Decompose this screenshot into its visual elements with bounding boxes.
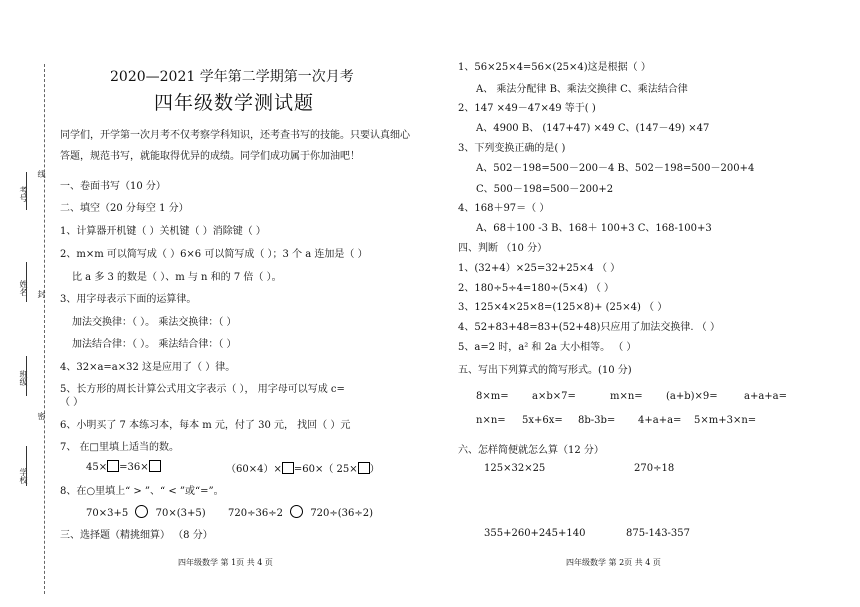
blank-line-school xyxy=(26,446,27,486)
judge-question-3: 3、125×4×25×8=(125×8)+ (25×4) （ ） xyxy=(458,302,668,313)
answer-box[interactable] xyxy=(282,462,294,474)
compare-circle[interactable] xyxy=(290,505,303,518)
page-footer-right: 四年级数学 第 2页 共 4 页 xyxy=(566,558,661,567)
judge-question-2: 2、180÷5÷4=180÷(5×4) （ ） xyxy=(458,283,615,294)
fill-question-2b: 比 a 多 3 的数是（ ）、m 与 n 和的 7 倍（ ）。 xyxy=(72,272,282,283)
intro-line-1: 同学们，开学第一次月考不仅考察学科知识，还考查书写的技能。只要认真细心 xyxy=(60,130,410,141)
fill-question-5a: 5、长方形的周长计算公式用文字表示（ ）， 用字母可以写成 c= xyxy=(60,384,345,395)
answer-box[interactable] xyxy=(149,460,161,472)
exam-subtitle: 四年级数学测试题 xyxy=(154,92,315,114)
choice-question-3-options-b: C、500－198=500－200+2 xyxy=(476,184,614,195)
section-3-heading: 三、选择题（精挑细算） （8 分） xyxy=(60,530,213,541)
answer-box[interactable] xyxy=(358,462,370,474)
shorthand-item: m×n= xyxy=(610,391,643,402)
shorthand-item: a+a+a= xyxy=(744,391,788,402)
fill-question-2a: 2、m×m 可以简写成（ ）6×6 可以简写成（ ）；3 个 a 连加是（ ） xyxy=(60,249,368,260)
shorthand-item: 5×m+3×n= xyxy=(694,415,757,426)
blank-line-name xyxy=(26,262,27,302)
shorthand-item: 8b-3b= xyxy=(578,415,616,426)
judge-question-5: 5、a=2 时，a² 和 2a 大小相等。 （ ） xyxy=(458,342,637,353)
choice-question-3-options-a: A、502－198=500－200－4 B、502－198=500－200+4 xyxy=(476,163,755,174)
binding-dashed-line xyxy=(44,64,45,594)
shorthand-item: 5x+6x= xyxy=(522,415,563,426)
choice-question-2: 2、147 ×49－47×49 等于( ) xyxy=(458,103,596,114)
shorthand-item: (a+b)×9= xyxy=(666,391,718,402)
answer-box[interactable] xyxy=(107,460,119,472)
blank-line-exam-number xyxy=(26,172,27,210)
fill-question-3b: 加法结合律：（ ）。 乘法结合律：（ ） xyxy=(72,339,237,350)
exam-title: 2020—2021 学年第二学期第一次月考 xyxy=(110,69,354,85)
choice-question-1-options: A、 乘法分配律 B、乘法交换律 C、乘法结合律 xyxy=(476,84,688,95)
calc-expression-2: 270÷18 xyxy=(634,463,675,474)
fill-question-7-item-a: 45× =36× xyxy=(86,460,161,473)
choice-question-4-options: A、68＋100 -3 B、168＋ 100+3 C、168-100+3 xyxy=(476,223,712,234)
fill-question-3: 3、用字母表示下面的运算律。 xyxy=(60,294,197,305)
binding-label-exam-number: 考号 xyxy=(19,186,28,202)
choice-question-2-options: A、4900 B、 (147+47) ×49 C、(147－49) ×47 xyxy=(476,123,710,134)
binding-label-class: 班级 xyxy=(19,370,28,386)
intro-line-2: 答题，规范书写，就能取得优异的成绩。同学们成功属于你加油吧！ xyxy=(60,151,360,162)
judge-question-4: 4、52+83+48=83+(52+48)只应用了加法交换律. （ ） xyxy=(458,322,720,333)
calc-expression-4: 875-143-357 xyxy=(626,528,691,539)
fill-question-8: 8、在○里填上“ > ”、“ < ”或“=”。 xyxy=(60,486,224,497)
fill-question-7: 7、 在□里填上适当的数。 xyxy=(60,442,179,453)
calc-expression-3: 355+260+245+140 xyxy=(484,528,586,539)
binding-mark-line: 线 xyxy=(37,170,46,178)
section-5-heading: 五、写出下列算式的简写形式。(10 分) xyxy=(458,365,632,376)
section-2-heading: 二、填空（20 分每空 1 分） xyxy=(60,203,189,214)
binding-mark-secret: 密 xyxy=(37,412,46,420)
section-4-heading: 四、判断 （10 分） xyxy=(458,243,548,254)
shorthand-item: a×b×7= xyxy=(532,391,576,402)
fill-question-3a: 加法交换律：（ ）。 乘法交换律：（ ） xyxy=(72,317,237,328)
compare-item-2: 720÷36÷2 720÷(36÷2) xyxy=(228,505,373,519)
compare-circle[interactable] xyxy=(135,505,148,518)
shorthand-item: 4+a+a= xyxy=(638,415,682,426)
blank-line-class xyxy=(26,356,27,396)
choice-question-4: 4、168＋97＝（ ） xyxy=(458,203,550,214)
section-6-heading: 六、怎样简便就怎么算（12 分） xyxy=(458,445,604,456)
fill-question-4: 4、32×a=a×32 这是应用了（ ）律。 xyxy=(60,362,236,373)
fill-question-6: 6、小明买了 7 本练习本，每本 m 元，付了 30 元， 找回（ ）元 xyxy=(60,420,351,431)
binding-mark-seal: 封 xyxy=(37,290,46,298)
page-footer-left: 四年级数学 第 1页 共 4 页 xyxy=(178,558,273,567)
section-1-heading: 一、卷面书写（10 分） xyxy=(60,181,166,192)
compare-item-1: 70×3+5 70×(3+5) xyxy=(86,505,206,519)
calc-expression-1: 125×32×25 xyxy=(484,463,546,474)
fill-question-7-item-b: （60×4）× =60×（ 25× ） xyxy=(226,464,380,475)
binding-label-school: 学校 xyxy=(19,468,28,484)
fill-question-1: 1、计算器开机键（ ）关机键（ ）消除键（ ） xyxy=(60,226,266,237)
shorthand-item: 8×m= xyxy=(476,391,509,402)
choice-question-1: 1、56×25×4=56×(25×4)这是根据（ ） xyxy=(458,62,651,73)
binding-label-name: 姓名 xyxy=(19,280,28,296)
judge-question-1: 1、(32+4）×25=32+25×4 （ ） xyxy=(458,263,621,274)
shorthand-item: n×n= xyxy=(476,415,506,426)
fill-question-5b: （ ） xyxy=(60,397,84,408)
choice-question-3: 3、下列变换正确的是( ) xyxy=(458,143,566,154)
